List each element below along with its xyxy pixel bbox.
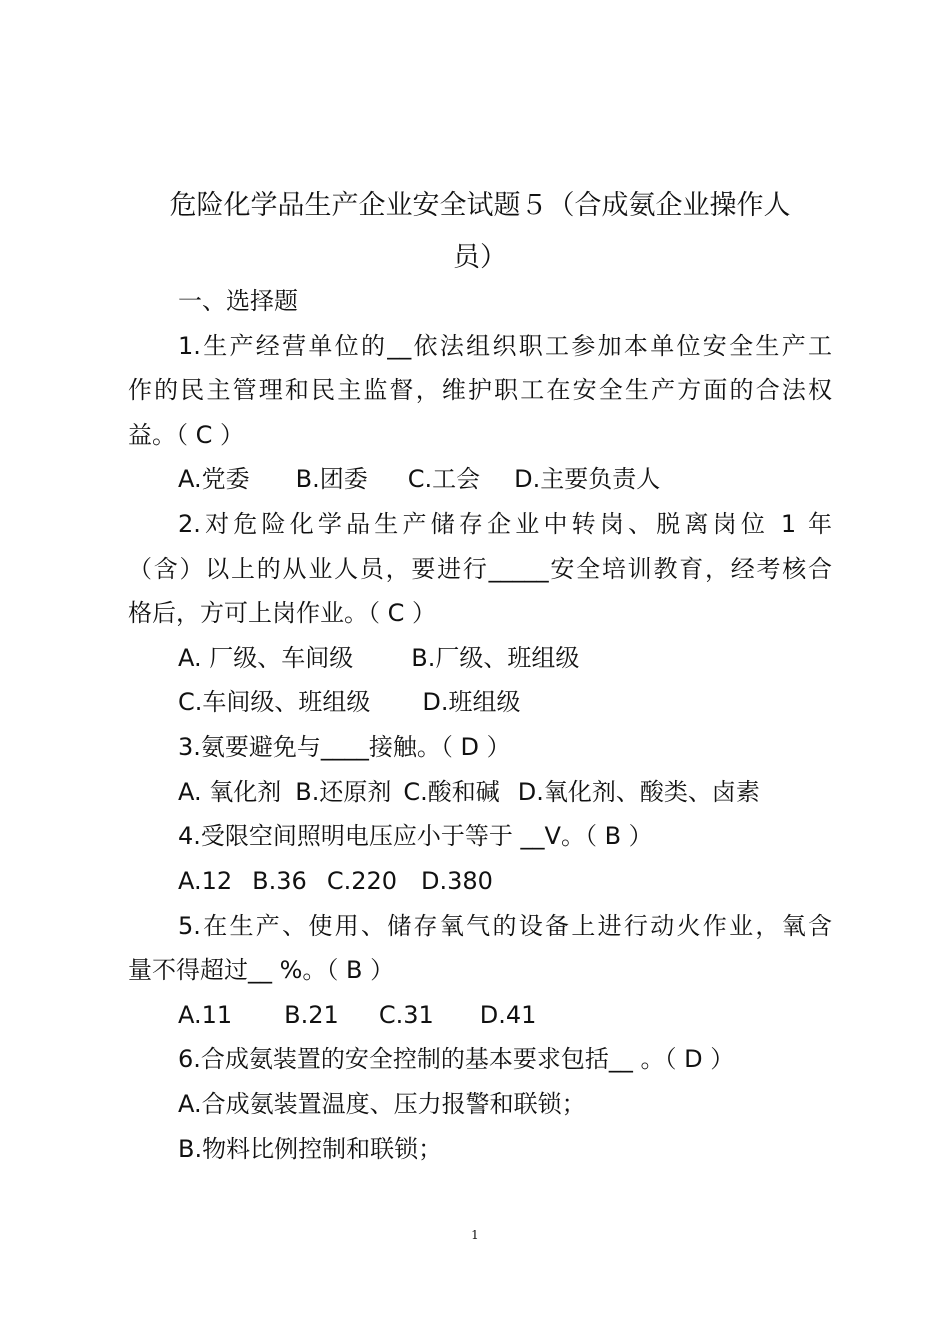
q3-options	[178, 776, 832, 808]
q5-option-a: A.11	[178, 1001, 233, 1029]
q1-option-b: B.团委	[295, 465, 368, 493]
q2-line-3: 格后，方可上岗作业。（ C ）	[128, 599, 437, 627]
q4-line-1: 4.受限空间照明电压应小于等于 __V。（ B ）	[178, 822, 653, 850]
q5-option-d: D.41	[479, 1001, 537, 1029]
q3-option-c: C.酸和碱	[403, 778, 500, 806]
q2-options-cd	[178, 686, 832, 718]
q1-line-3: 益。（ C ）	[128, 421, 245, 449]
section-heading: 一、选择题	[178, 287, 298, 315]
q2-option-c: C.车间级、班组级	[178, 688, 371, 716]
q1-options	[178, 463, 832, 495]
q1-option-d: D.主要负责人	[514, 465, 661, 493]
q2-option-b: B.厂级、班组级	[411, 644, 580, 672]
q2-options-ab	[178, 642, 832, 674]
q2-line-1: 2.对危险化学品生产储存企业中转岗、脱离岗位 1 年	[178, 510, 832, 538]
q5-option-c: C.31	[378, 1001, 434, 1029]
document-title	[128, 180, 832, 284]
q2-option-d: D.班组级	[422, 688, 521, 716]
q3-option-d: D.氧化剂、酸类、卤素	[517, 778, 760, 806]
q1-option-a: A.党委	[178, 465, 250, 493]
q1-line-1: 1.生产经营单位的__依法组织职工参加本单位安全生产工	[178, 332, 832, 360]
q2-option-a: A. 厂级、车间级	[178, 644, 354, 672]
title-line-2: 员）	[453, 242, 507, 273]
q4-option-a: A.12	[178, 867, 233, 895]
q2-line-2: （含）以上的从业人员，要进行_____安全培训教育，经考核合	[128, 555, 832, 583]
q1-option-c: C.工会	[407, 465, 481, 493]
q4-option-c: C.220	[326, 867, 398, 895]
q5-option-b: B.21	[284, 1001, 339, 1029]
q5-options	[178, 999, 832, 1031]
q3-option-a: A. 氧化剂	[178, 778, 282, 806]
q4-option-d: D.380	[421, 867, 493, 895]
q1-line-2: 作的民主管理和民主监督，维护职工在安全生产方面的合法权	[128, 376, 832, 404]
page-number: 1	[471, 1228, 479, 1242]
q5-line-1: 5.在生产、使用、储存氧气的设备上进行动火作业，氧含	[178, 912, 832, 940]
q6-line-1: 6.合成氨装置的安全控制的基本要求包括__ 。（ D ）	[178, 1045, 735, 1073]
q5-line-2: 量不得超过__ %。（ B ）	[128, 956, 395, 984]
q3-option-b: B.还原剂	[295, 778, 392, 806]
q3-line-1: 3.氨要避免与____接触。（ D ）	[178, 733, 511, 761]
q6-option-b: B.物料比例控制和联锁；	[178, 1135, 443, 1163]
title-line-1: 危险化学品生产企业安全试题５（合成氨企业操作人	[169, 190, 791, 221]
q4-option-b: B.36	[252, 867, 307, 895]
q4-options	[178, 865, 832, 897]
q6-option-a: A.合成氨装置温度、压力报警和联锁；	[178, 1090, 586, 1118]
